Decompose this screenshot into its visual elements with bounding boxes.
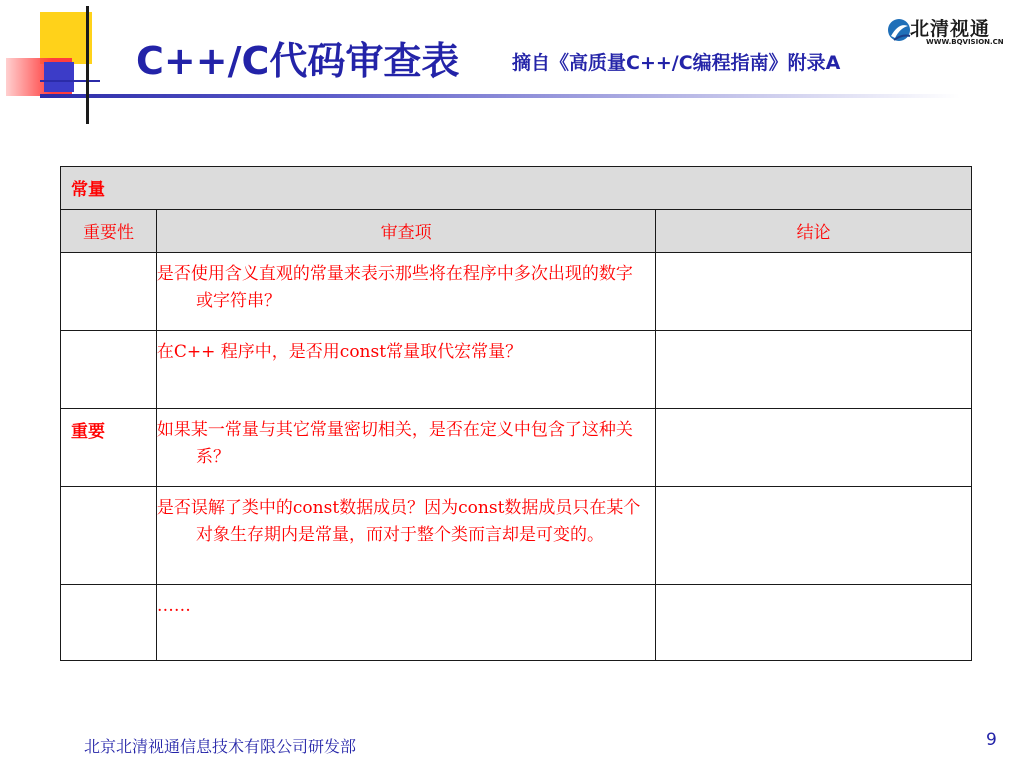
importance-cell: [61, 253, 157, 331]
logo-text: 北清视通: [910, 18, 991, 40]
conclusion-cell[interactable]: [656, 331, 972, 409]
slide-subtitle: 摘自《高质量C++/C编程指南》附录A: [512, 52, 841, 74]
decorative-yellow-square: [40, 12, 92, 64]
logo-url: WWW.BQVISION.CN: [926, 38, 1004, 46]
column-header-row: [61, 210, 972, 253]
decorative-vertical-line: [86, 6, 89, 124]
title-underline-gradient: [40, 94, 960, 98]
conclusion-cell[interactable]: [656, 409, 972, 487]
review-item-cell: 如果某一常量与其它常量密切相关，是否在定义中包含了这种关系？: [156, 409, 655, 487]
conclusion-cell[interactable]: [656, 253, 972, 331]
decorative-short-line: [40, 80, 100, 82]
table-row: [61, 585, 972, 661]
table-row: [61, 487, 972, 585]
decorative-blue-square: [44, 62, 74, 92]
section-title: 常量: [61, 167, 972, 210]
conclusion-cell[interactable]: [656, 487, 972, 585]
importance-cell: [61, 487, 157, 585]
importance-cell: [61, 331, 157, 409]
review-item-cell: 在C++ 程序中，是否用const常量取代宏常量？: [156, 331, 655, 409]
page-number: 9: [986, 730, 997, 750]
footer-organization: 北京北清视通信息技术有限公司研发部: [84, 737, 357, 756]
swirl-logo-icon: [886, 16, 912, 46]
column-header-item: 审查项: [156, 210, 655, 253]
table-row: [61, 409, 972, 487]
column-header-importance: 重要性: [61, 210, 157, 253]
importance-cell: [61, 585, 157, 661]
slide-title: C++/C代码审查表: [136, 39, 460, 83]
table-row: [61, 331, 972, 409]
column-header-conclusion: 结论: [656, 210, 972, 253]
section-header-row: [61, 167, 972, 210]
company-logo: [886, 14, 1016, 50]
importance-cell: 重要: [61, 409, 157, 487]
review-item-cell: 是否误解了类中的const数据成员？因为const数据成员只在某个对象生存期内是常量，而对于整个类而言却是可变的。: [156, 487, 655, 585]
conclusion-cell[interactable]: [656, 585, 972, 661]
review-item-cell: ……: [156, 585, 655, 661]
table-row: [61, 253, 972, 331]
review-item-cell: 是否使用含义直观的常量来表示那些将在程序中多次出现的数字或字符串？: [156, 253, 655, 331]
code-review-table: [60, 166, 972, 661]
